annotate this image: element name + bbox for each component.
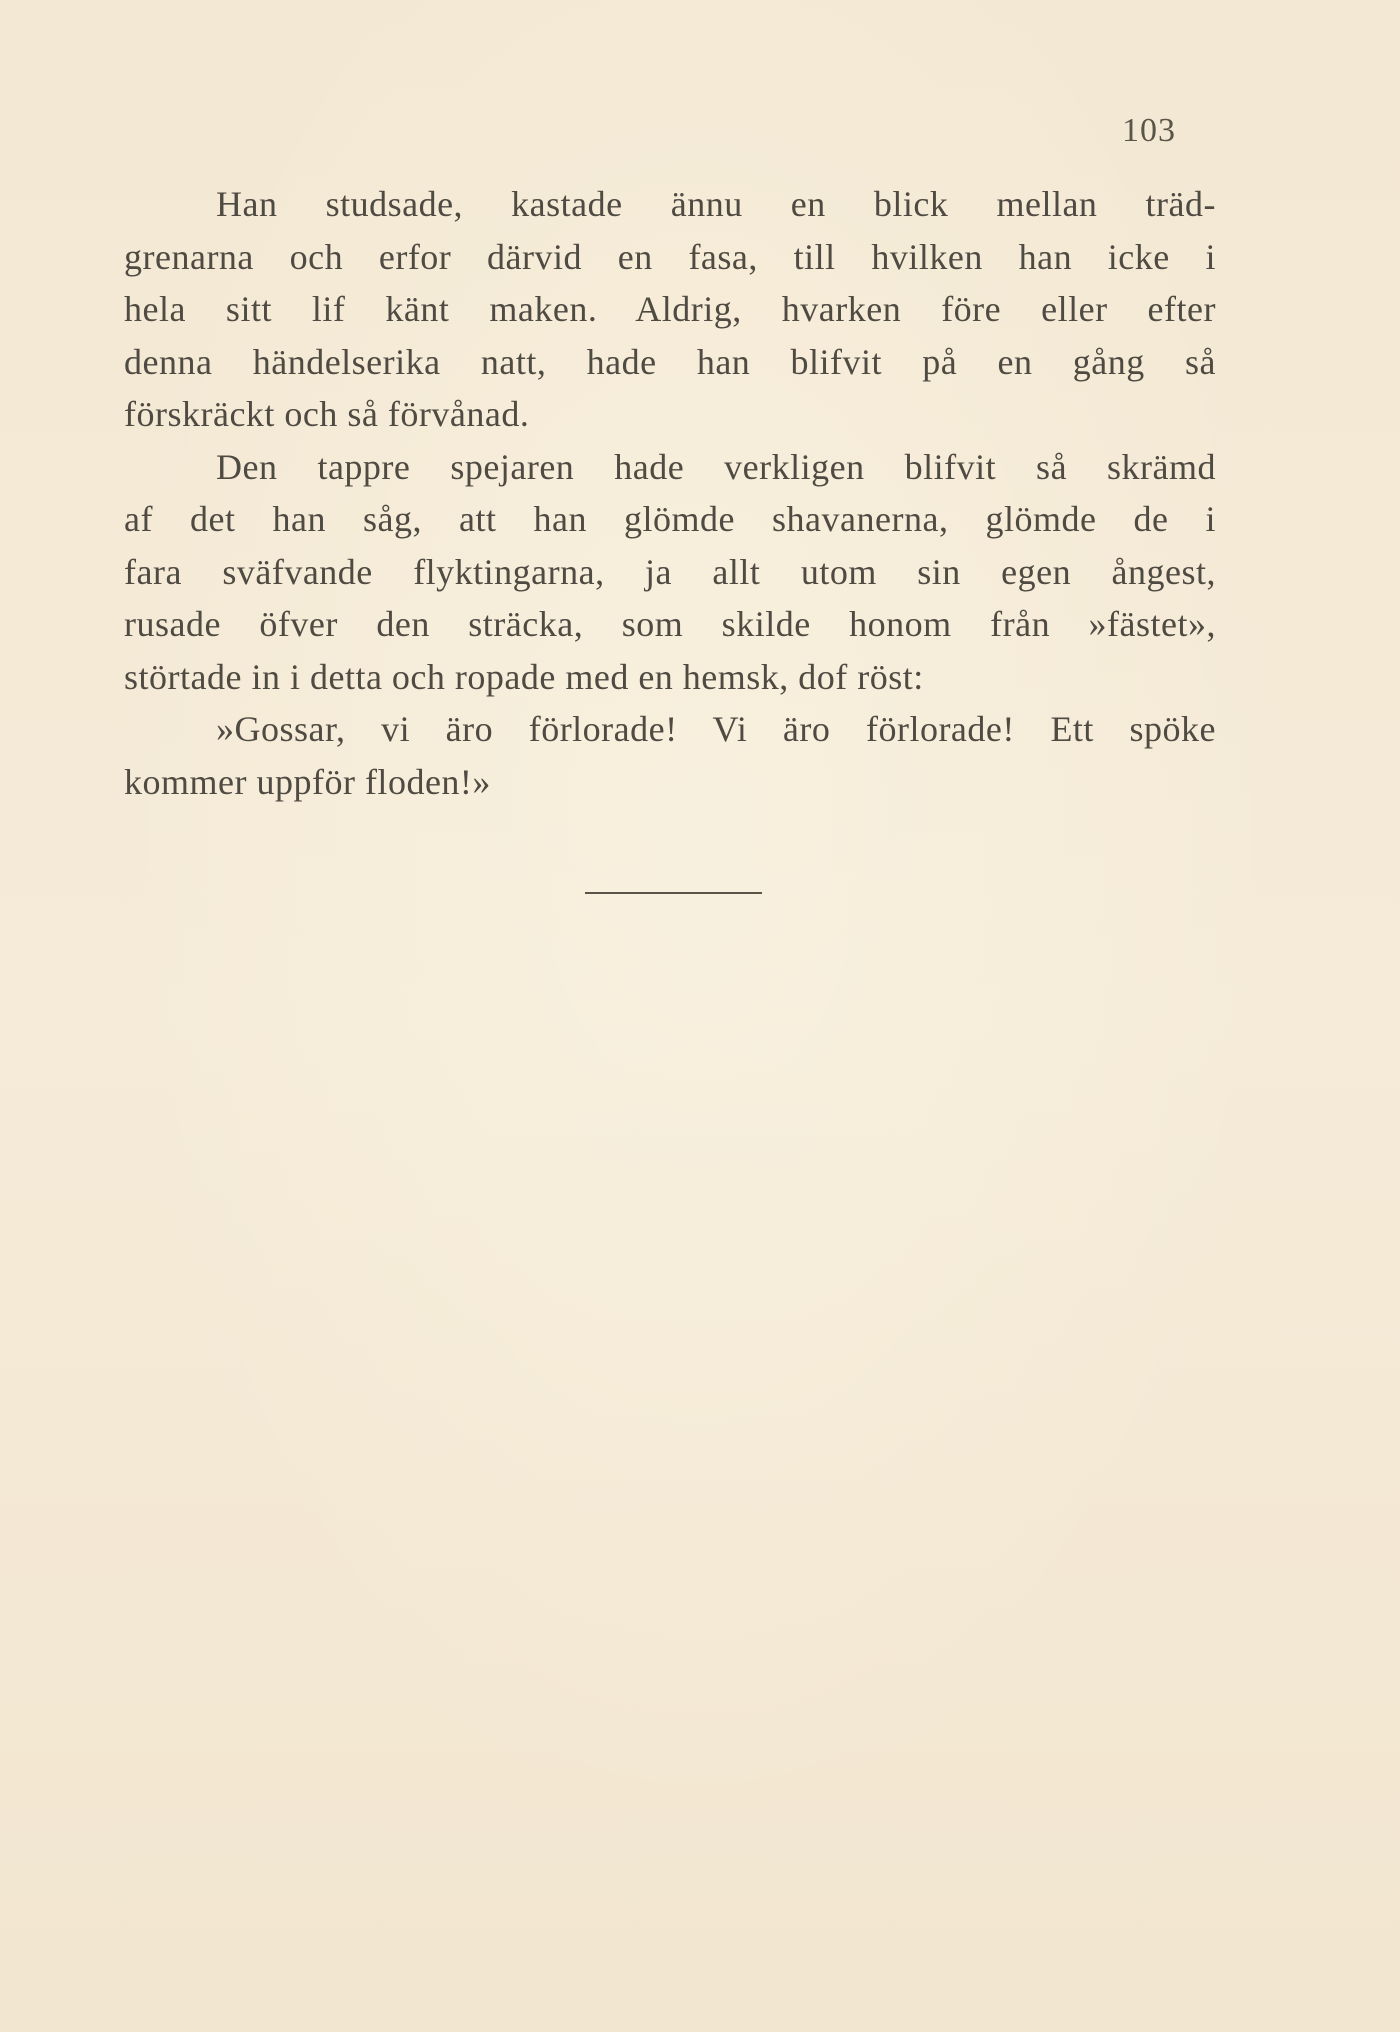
text-line: störtade in i detta och ropade med en hemsk, dof röst: <box>124 656 924 697</box>
text-line: hela sitt lif känt maken. Aldrig, hvarken före eller efter <box>124 289 1216 329</box>
section-divider <box>585 892 762 894</box>
text-line: denna händelserika natt, hade han blifvit på en gång så <box>124 341 1216 382</box>
text-line: rusade öfver den sträcka, som skilde honom från »fästet», <box>124 604 1216 644</box>
text-line: Den tappre spejaren hade verkligen blifvit så skrämd <box>216 446 1216 487</box>
text-line: fara sväfvande flyktingarna, ja allt utom sin egen ångest, <box>124 551 1216 592</box>
text-line: grenarna och erfor därvid en fasa, till hvilken han icke i <box>124 236 1216 277</box>
text-line: af det han såg, att han glömde shavanerna, glömde de i <box>124 499 1216 539</box>
text-line: »Gossar, vi äro förlorade! Vi äro förlorade! Ett spöke <box>216 709 1216 749</box>
text-line: förskräckt och så förvånad. <box>124 394 530 434</box>
text-line: kommer uppför floden!» <box>124 761 491 802</box>
text-line: Han studsade, kastade ännu en blick mellan träd- <box>216 184 1216 224</box>
page-number: 103 <box>1122 112 1176 149</box>
body-text <box>124 178 1216 808</box>
